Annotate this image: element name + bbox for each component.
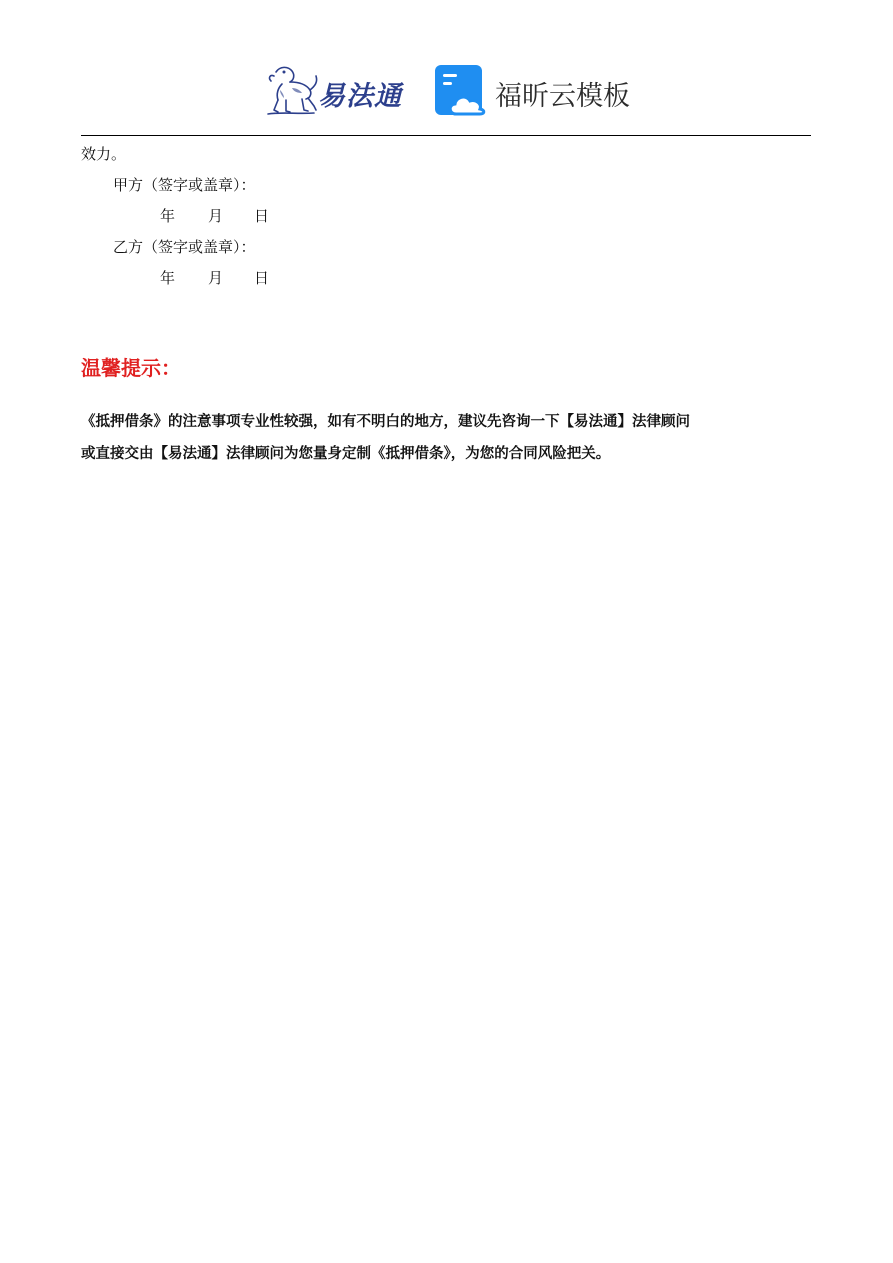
date-day-label: 日 bbox=[254, 269, 270, 287]
date-month-label: 月 bbox=[208, 269, 224, 287]
page-header bbox=[0, 58, 893, 122]
header-divider bbox=[81, 135, 811, 136]
date-year-label: 年 bbox=[160, 269, 176, 287]
fuxin-template-wordmark: 福昕云模板 bbox=[495, 81, 630, 112]
warm-tip-line-1: 《抵押借条》的注意事项专业性较强，如有不明白的地方，建议先咨询一下【易法通】法律顾问 bbox=[81, 413, 690, 430]
fuxin-template-logo bbox=[435, 65, 635, 117]
party-a-date-line bbox=[160, 206, 269, 226]
yifatong-wordmark: 易法通 bbox=[318, 81, 402, 112]
party-a-signature-label: 甲方（签字或盖章）： bbox=[113, 176, 256, 194]
yifatong-logo bbox=[262, 62, 412, 118]
warm-tip-line-2: 或直接交由【易法通】法律顾问为您量身定制《抵押借条》，为您的合同风险把关。 bbox=[81, 445, 611, 462]
continuation-text: 效力。 bbox=[81, 145, 127, 163]
party-b-signature-label: 乙方（签字或盖章）： bbox=[113, 238, 256, 256]
date-year-label: 年 bbox=[160, 207, 176, 225]
date-day-label: 日 bbox=[254, 207, 270, 225]
date-month-label: 月 bbox=[208, 207, 224, 225]
party-b-date-line bbox=[160, 268, 269, 288]
warm-tip-title: 温馨提示： bbox=[81, 356, 181, 380]
document-cloud-icon bbox=[435, 65, 487, 117]
qilin-mascot-icon bbox=[262, 62, 320, 118]
